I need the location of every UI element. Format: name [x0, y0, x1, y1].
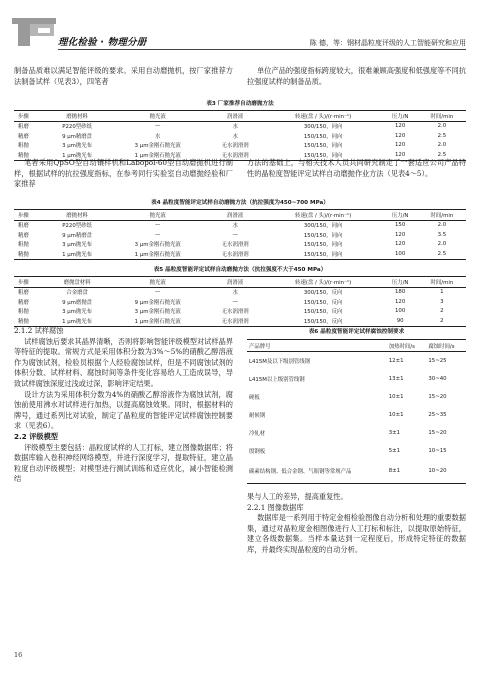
table-cell: 12±1: [388, 357, 404, 364]
table-cell: L415M及以下级别管线钢: [249, 358, 311, 365]
table-cell: 150/150，同向: [303, 143, 343, 150]
table-cell: —: [232, 298, 238, 305]
table-header-row: [247, 340, 466, 352]
table-cell: 150: [395, 222, 406, 229]
table-cell: 无水润滑剂: [221, 309, 249, 316]
table-cell: 3.5: [437, 231, 447, 238]
table-row: [14, 220, 466, 230]
table-cell: 150/150，同向: [303, 232, 343, 239]
table-cell: 10~20: [428, 468, 447, 475]
table-cell: —: [232, 231, 238, 238]
table-cell: 无水润滑剂: [221, 143, 249, 150]
table-cell: 150/150，同向: [303, 251, 343, 258]
table-cell: —: [155, 222, 161, 229]
table-row: [14, 121, 466, 131]
table-cell: 120: [395, 241, 406, 248]
table-cell: 120: [395, 142, 406, 149]
table-cell: 精磨: [18, 232, 29, 239]
table-cell: 2.5: [437, 132, 447, 139]
table-cell: 精磨: [18, 133, 29, 140]
column-header: 润滑液: [227, 212, 244, 219]
table-row: [14, 141, 466, 151]
table-cell: 120: [395, 132, 406, 139]
table6-caption: 表6 晶粒度智能评定试样腐蚀控制要求: [308, 329, 405, 335]
table-cell: 精抛: [18, 251, 29, 258]
left-column: [14, 326, 233, 485]
table-cell: 150/150，同向: [303, 242, 343, 249]
table4: [14, 209, 466, 260]
table-cell: L415M以上级别管线钢: [249, 376, 305, 383]
table-cell: 3: [440, 298, 444, 305]
table-cell: 2.0: [437, 123, 447, 130]
column-header: 转速(盘 / 头)/(r·min⁻¹): [295, 113, 352, 120]
table-cell: 水: [232, 133, 238, 140]
table-cell: 150/150，同向: [303, 152, 343, 159]
table-cell: 2.0: [437, 222, 447, 229]
column-header: 压力/N: [391, 279, 409, 286]
table-cell: 2.5: [437, 151, 447, 158]
table-cell: 精抛: [18, 318, 29, 325]
table-cell: 30~40: [428, 375, 447, 382]
table-cell: 8±1: [388, 468, 401, 475]
table-cell: 120: [395, 123, 406, 130]
table-cell: 3 μm抛光布: [62, 309, 93, 316]
column-header: 压力/N: [391, 212, 409, 219]
table-cell: 碳素结构钢、低合金钢、气瓶钢等常规产品: [249, 469, 352, 476]
table-cell: 150/150，反向: [303, 318, 343, 325]
table-row: [247, 352, 466, 370]
column-header: 产品牌号: [249, 343, 271, 350]
column-header: 转速(盘 / 头)/(r·min⁻¹): [295, 212, 352, 219]
table-row: [14, 249, 466, 259]
table-cell: 水: [232, 124, 238, 131]
table-row: [247, 442, 466, 460]
table-row: [247, 388, 466, 406]
table-cell: 90: [396, 317, 404, 324]
right-column: [247, 492, 466, 556]
top-right-text: 单位产品的强度指标跨度较大，很难兼顾高强度和低强度等不同抗拉强度试样的制备品质。: [247, 66, 466, 86]
table-cell: 3 μm金刚石抛光液: [134, 143, 181, 150]
table-cell: 粗抛: [18, 242, 29, 249]
table-cell: P220型砂纸: [62, 223, 92, 230]
table-row: [14, 240, 466, 250]
table-cell: 1 μm抛光布: [62, 318, 93, 325]
column-header: 抛光液: [149, 212, 166, 219]
table-cell: 100: [395, 308, 406, 315]
table-cell: 25~35: [428, 411, 447, 418]
table6: [247, 339, 466, 484]
table-cell: 粗磨: [18, 124, 29, 131]
column-header: 步骤: [18, 113, 29, 120]
table4-caption: 表4 晶粒度智能评定试样自动磨抛方法（抗拉强度为450~700 MPa）: [151, 200, 329, 206]
table-cell: 精磨: [18, 299, 29, 306]
column-header: 润滑液: [227, 279, 244, 286]
table-cell: 5±1: [388, 447, 401, 454]
table-cell: 无水润滑剂: [221, 251, 249, 258]
column-header: 时间/min: [430, 212, 454, 219]
table-cell: 13±1: [388, 375, 404, 382]
table-cell: 9 μm精磨盘: [62, 232, 93, 239]
header-rule: [58, 49, 466, 50]
table-cell: 无水润滑剂: [221, 242, 249, 249]
table-cell: 150/150，反向: [303, 299, 343, 306]
table-cell: —: [155, 123, 161, 130]
table-cell: 水: [155, 133, 161, 140]
table-cell: 粗抛: [18, 143, 29, 150]
table-cell: 3±1: [388, 429, 401, 436]
table-cell: 1 μm抛光布: [62, 251, 93, 258]
table-cell: 10~15: [428, 447, 447, 454]
paragraph: 试样腐蚀后要求其晶界清晰，否则将影响智能评级模型对试样晶界等特征的提取。常规方式是采用体积分数为3%～5%的硝酸乙醇溶液作为腐蚀试剂，检验员根据个人经验腐蚀试样，但是不同腐蚀试剂的体积分数、试样材料、腐蚀时间等条件变化容易给人工造成误导，导致试样腐蚀深度过浅或过深，影响评定结果。: [14, 336, 233, 388]
section-2-2-heading: 2.2 评级模型: [14, 431, 58, 441]
column-header: 腐蚀时间/s: [428, 343, 455, 350]
table-cell: 冷轧材: [249, 430, 266, 437]
table-cell: 无水润滑剂: [221, 318, 249, 325]
paragraph: 设计方法为采用体积分数为4%的硝酸乙醇溶液作为腐蚀试剂，腐蚀前使用沸水对试样进行加热，以提高腐蚀效果。同时，根据材料的牌号，通过系列比对试验，制定了晶粒度的智能评定试样腐蚀控制要求（见表6）。: [14, 389, 233, 431]
mid-left-text: 笔者采用QpSO型自动镶样机和Labopol-60型自动磨抛机进行制样，根据试样的抗拉强度指标，在参考同行实验室自动磨抛经验和厂家推荐: [14, 158, 233, 189]
table-cell: 120: [395, 151, 406, 158]
table3: [14, 110, 466, 161]
table-cell: 3 μm金刚石抛光液: [134, 242, 181, 249]
table5-caption: 表5 晶粒度智能评定试样自动磨抛方法（抗拉强度不大于450 MPa）: [153, 267, 327, 273]
section-2-2-1-heading: 2.2.1 图像数据库: [247, 502, 304, 512]
table-cell: 硬板: [249, 394, 260, 401]
table-cell: 耐候钢: [249, 412, 266, 419]
table-cell: 粗抛: [18, 309, 29, 316]
table-cell: 1 μm金刚石抛光液: [134, 152, 181, 159]
column-header: 磨抛盘材料: [63, 279, 91, 286]
table-cell: 15~25: [428, 357, 447, 364]
page-header: [0, 0, 480, 54]
column-header: 时间/min: [430, 279, 454, 286]
table-cell: 300/150，同向: [303, 124, 343, 131]
table-row: [247, 406, 466, 424]
table-cell: 3 μm金刚石抛光液: [134, 309, 181, 316]
table-cell: 精抛: [18, 152, 29, 159]
table-cell: 水: [232, 290, 238, 297]
table-cell: 1 μm金刚石抛光液: [134, 318, 181, 325]
table-cell: 180: [395, 289, 406, 296]
column-header: 转速(盘 / 头)/(r·min⁻¹): [295, 279, 352, 286]
table3-caption: 表3 厂家推荐自动磨抛方法: [206, 101, 274, 107]
table-row: [14, 307, 466, 317]
table-header-row: [14, 210, 466, 221]
table-cell: 1: [440, 289, 444, 296]
column-header: 润滑液: [227, 113, 244, 120]
table-row: [247, 424, 466, 442]
table-cell: 粗磨: [18, 223, 29, 230]
column-header: 抛光液: [149, 113, 166, 120]
paragraph: 数据库是一系列用于特定金相检验图像自动分析和处理的重要数据集，通过对晶粒度金相图像进行人工打标和标注，以提取原始特征，建立各级数据集。当样本量达到一定程度后，形成特定特征的数据库，并最终实现晶粒度的自动分析。: [247, 513, 466, 554]
table-cell: 2: [440, 308, 444, 315]
table-row: [14, 297, 466, 307]
table-cell: —: [155, 289, 161, 296]
table-row: [14, 316, 466, 326]
top-left-text: 制备品质难以满足智能评级的要求。采用自动磨抛机，按厂家推荐方法制备试样（见表3），四笔者: [14, 66, 233, 86]
table-cell: 9 μm磨抛盘: [62, 299, 93, 306]
table-cell: 殷钢板: [249, 448, 266, 455]
table-cell: 合金磨盘: [66, 290, 88, 297]
table-cell: 10±1: [388, 393, 404, 400]
table-cell: 2: [440, 317, 444, 324]
table-cell: 100: [395, 250, 406, 257]
table-header-row: [14, 111, 466, 122]
column-header: 步骤: [18, 212, 29, 219]
table-cell: 2.0: [437, 142, 447, 149]
table-cell: 粗磨: [18, 290, 29, 297]
page-number: 16: [14, 651, 23, 659]
section-2-1-2-heading: 2.1.2 试样腐蚀: [14, 326, 64, 335]
table-cell: 无水润滑剂: [221, 152, 249, 159]
table-header-row: [14, 277, 466, 288]
table-cell: 3 μm抛光布: [62, 143, 93, 150]
table-cell: 15~20: [428, 429, 447, 436]
table-cell: —: [155, 231, 161, 238]
table-row: [247, 370, 466, 388]
column-header: 步骤: [18, 279, 29, 286]
table-cell: 15~20: [428, 393, 447, 400]
mid-right-text: 方法的基础上，与相关技术人员共同研究制定了一套适应公司产品特性的晶粒度智能评定试样自动磨抛作业方法（见表4～5）。: [247, 158, 466, 178]
running-head: 陈 德，等：钢材晶粒度评级的人工智能研究和应用: [309, 39, 466, 47]
table-cell: 150/150，反向: [303, 309, 343, 316]
table-cell: 9 μm金刚石抛光液: [134, 299, 181, 306]
paragraph: 果与人工的差异，提高重复性。: [247, 492, 348, 501]
table-cell: 2.5: [437, 250, 447, 257]
column-header: 磨抛材料: [66, 212, 88, 219]
table-cell: 150/150，同向: [303, 133, 343, 140]
column-header: 时间/min: [430, 113, 454, 120]
table-cell: 9 μm精磨盘: [62, 133, 93, 140]
table-cell: 300/150，反向: [303, 290, 343, 297]
column-header: 加热时间/s: [388, 343, 415, 350]
paragraph: 评级模型主要包括：晶粒度试样的人工打标，建立图像数据库；将数据库输入卷积神经网络模型，并进行深度学习，提取特征，建立晶粒度自动评级模型；对模型进行测试训练和适应优化，减小智能检测结: [14, 442, 233, 484]
table-cell: 3 μm抛光布: [62, 242, 93, 249]
table-row: [14, 287, 466, 297]
journal-title: 理化检验 · 物理分册: [58, 37, 147, 48]
table-cell: 10±1: [388, 411, 404, 418]
table-cell: 300/150，同向: [303, 223, 343, 230]
column-header: 压力/N: [391, 113, 409, 120]
table-cell: 1 μm抛光布: [62, 152, 93, 159]
table-cell: 1 μm金刚石抛光液: [134, 251, 181, 258]
table-cell: 水: [232, 223, 238, 230]
column-header: 磨抛材料: [66, 113, 88, 120]
table-row: [14, 230, 466, 240]
table-row: [247, 460, 466, 484]
table5: [14, 276, 466, 327]
table-row: [14, 131, 466, 141]
table-cell: 120: [395, 231, 406, 238]
table-cell: P220型砂纸: [62, 124, 92, 131]
column-header: 抛光液: [149, 279, 166, 286]
table-cell: 120: [395, 298, 406, 305]
table-cell: 2.0: [437, 241, 447, 248]
